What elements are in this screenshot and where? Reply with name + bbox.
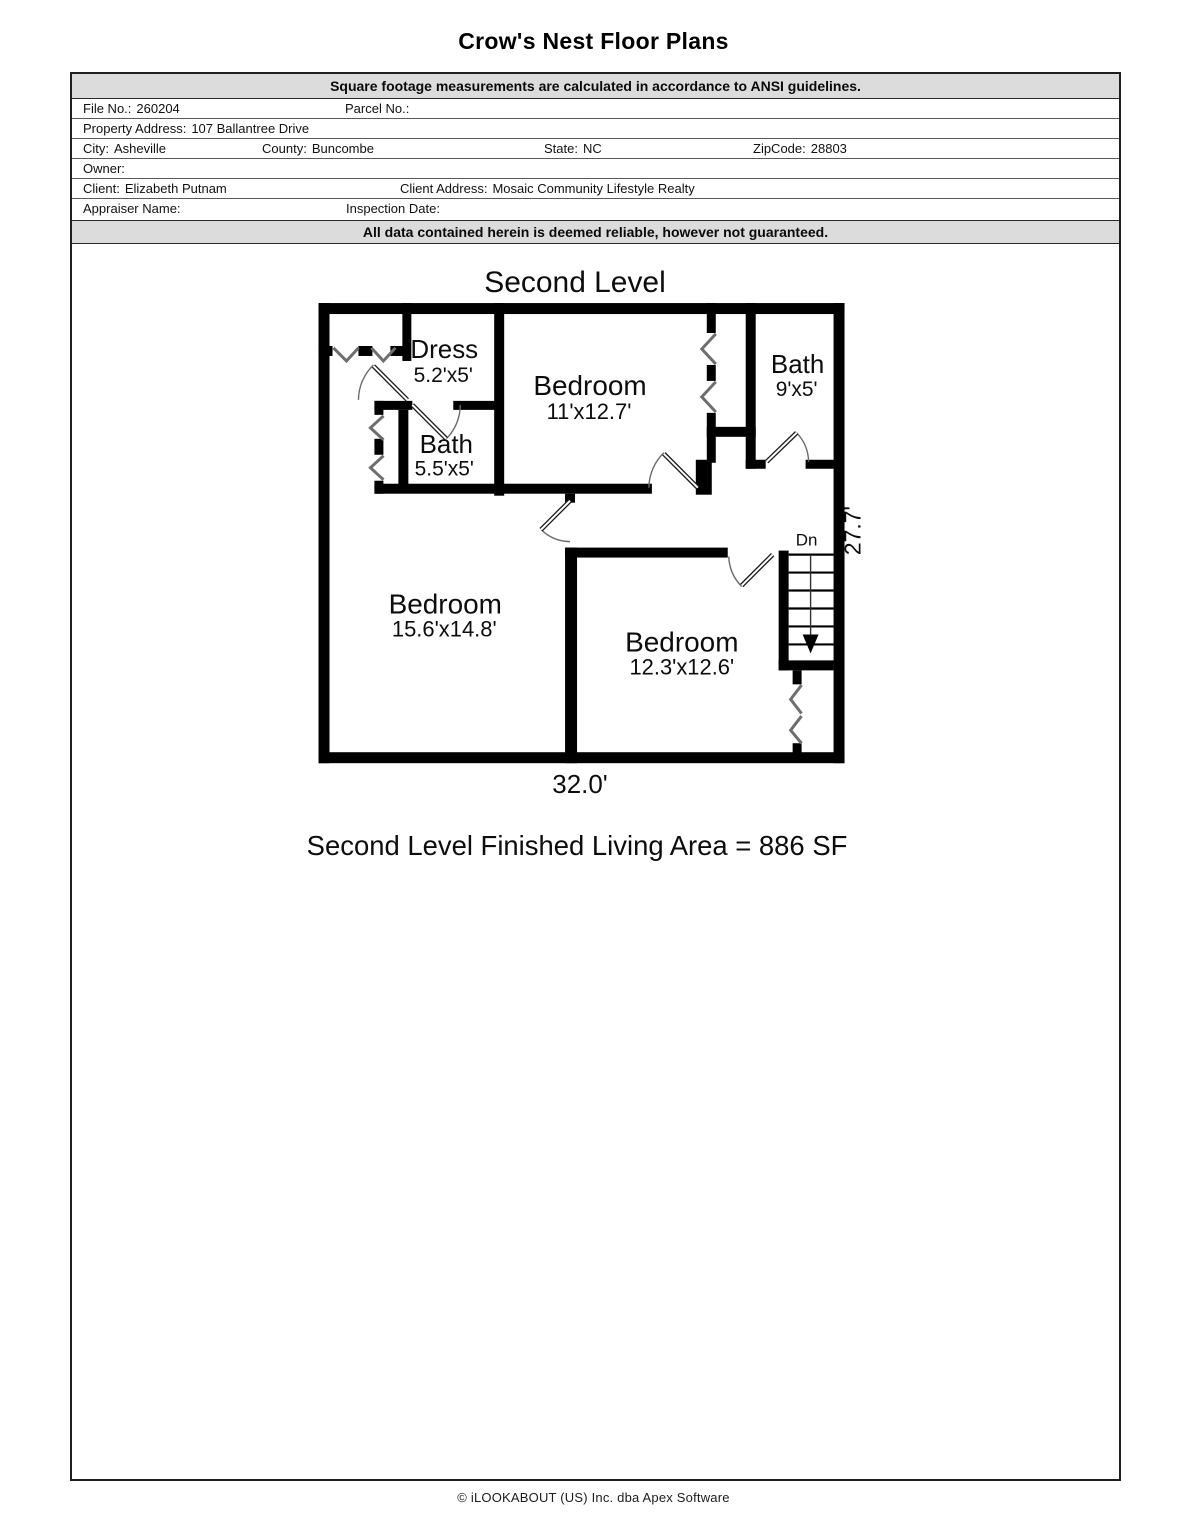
field-county-label: County: [262,141,307,156]
field-file-no-value: 260204 [136,101,180,116]
field-client-address-value: Mosaic Community Lifestyle Realty [492,181,695,196]
field-city [83,139,166,158]
room-bath-left-dims: 5.5'x5' [414,457,474,481]
disclaimer-banner: All data contained herein is deemed reliable, however not guaranteed. [72,220,1119,244]
form-row-client [72,179,1119,199]
field-city-label: City: [83,141,109,156]
plan-level-title: Second Level [484,266,666,300]
room-bedroom-top-dims: 11'x12.7' [546,398,632,424]
form-row-city [72,139,1119,159]
room-labels [389,336,825,679]
ansi-banner: Square footage measurements are calculated in accordance to ANSI guidelines. [72,74,1119,99]
field-state [544,139,602,158]
room-bedroom-left-dims: 15.6'x14.8' [391,616,497,642]
form-row-appraiser [72,199,1119,219]
form-row-owner [72,159,1119,179]
field-parcel-no-label: Parcel No.: [345,101,410,116]
field-state-value: NC [582,141,602,156]
field-inspection-date [346,199,445,218]
room-bedroom-left-name: Bedroom [388,588,502,620]
field-owner [83,159,130,178]
field-client-value: Elizabeth Putnam [124,181,227,196]
room-bedroom-right-name: Bedroom [625,626,739,658]
field-state-label: State: [544,141,578,156]
field-inspection-date-label: Inspection Date: [346,201,440,216]
field-zipcode-label: ZipCode: [753,141,806,156]
field-property-address-label: Property Address: [83,121,187,136]
field-property-address [83,119,309,138]
room-bedroom-right-dims: 12.3'x12.6' [629,654,735,680]
footer-credit: © iLOOKABOUT (US) Inc. dba Apex Software [457,1490,730,1505]
field-owner-label: Owner: [83,161,125,176]
field-appraiser-name [83,199,186,218]
room-bath-right-name: Bath [770,350,825,379]
field-parcel-no [345,99,414,118]
form-row-file [72,99,1119,119]
field-property-address-value: 107 Ballantree Drive [191,121,310,136]
room-dress-name: Dress [410,335,479,364]
field-county [262,139,374,158]
field-client-label: Client: [83,181,120,196]
field-city-value: Asheville [114,141,167,156]
field-zipcode [753,139,847,158]
room-bedroom-top-name: Bedroom [533,369,647,401]
field-zipcode-value: 28803 [810,141,847,156]
report-sheet [70,72,1121,1481]
form-row-address [72,119,1119,139]
field-file-no-label: File No.: [83,101,132,116]
dim-height: 27.7' [839,506,866,556]
floor-plan-drawing [72,245,1121,1483]
field-client-address [400,179,695,198]
field-client [83,179,227,198]
area-summary: Second Level Finished Living Area = 886 SF [306,830,848,862]
staircase [789,531,834,654]
room-bath-left-name: Bath [419,430,473,459]
room-bath-right-dims: 9'x5' [775,377,818,401]
document-title: Crow's Nest Floor Plans [458,28,729,54]
room-dress-dims: 5.2'x5' [413,363,473,387]
stairs-down-label: Dn [795,530,818,550]
field-file-no [83,99,180,118]
field-client-address-label: Client Address: [400,181,488,196]
field-appraiser-name-label: Appraiser Name: [83,201,181,216]
field-county-value: Buncombe [311,141,374,156]
dim-width: 32.0' [552,771,608,800]
